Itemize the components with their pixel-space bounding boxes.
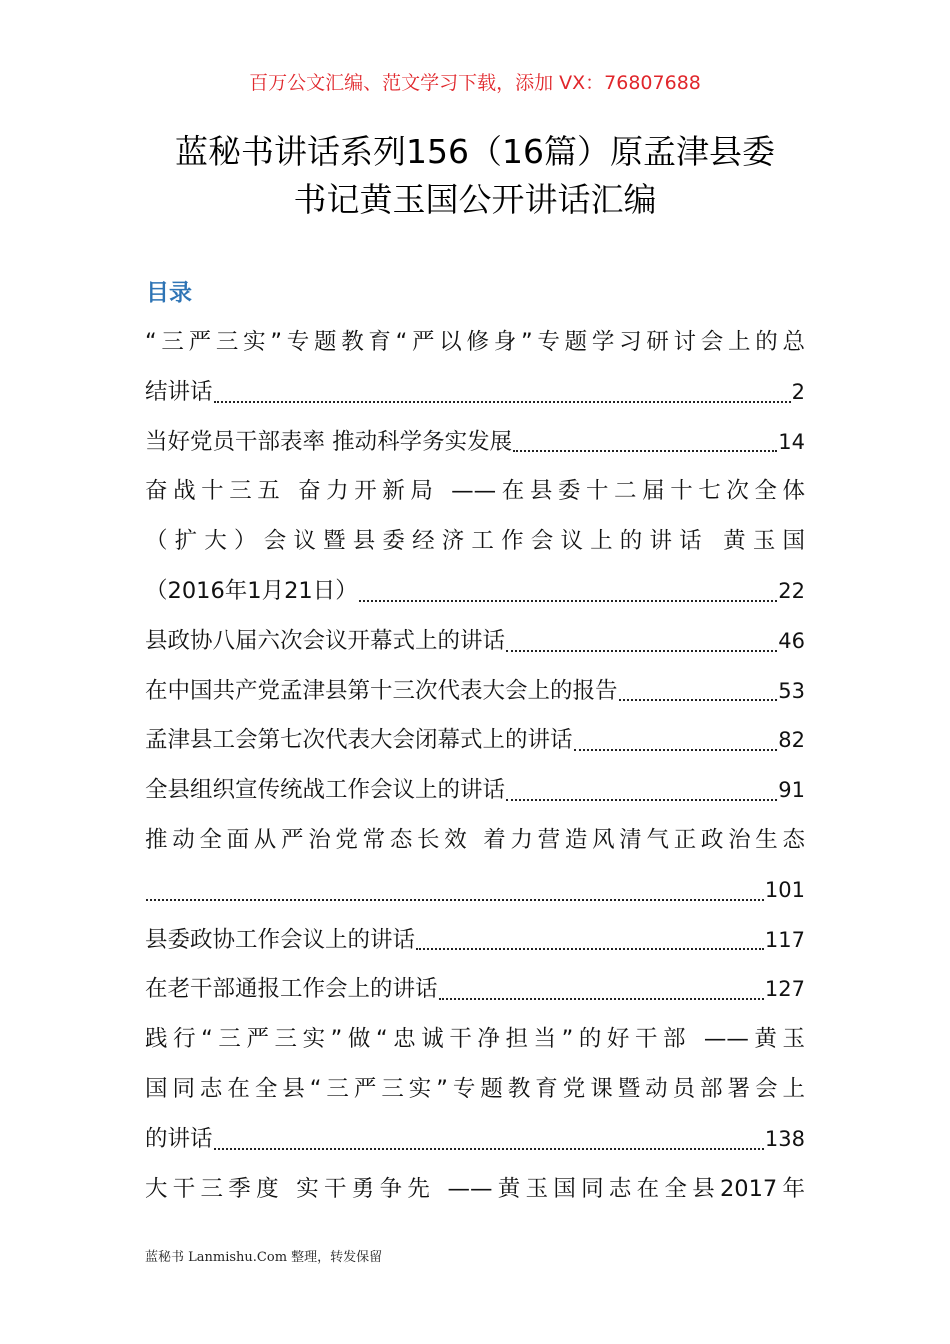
dot-leader [214,1115,764,1165]
toc-entry-line [145,418,805,468]
dot-leader [506,766,777,816]
toc-entry-line [145,567,805,617]
toc-entry[interactable] [145,816,805,916]
dot-leader [619,667,778,717]
toc-page-number: 91 [778,778,805,803]
table-of-contents [145,318,805,1214]
toc-entry-line [145,965,805,1015]
toc-entry-text: 孟津县工会第七次代表大会闭幕式上的讲话 [145,727,573,754]
toc-entry-line [145,766,805,816]
toc-entry[interactable] [145,965,805,1015]
toc-page-number: 82 [778,728,805,753]
toc-entry-text: 结讲话 [145,378,213,405]
toc-entry-text: 县政协八届六次会议开幕式上的讲话 [145,627,506,654]
toc-entry-text: 县委政协工作会议上的讲话 [145,926,416,953]
toc-page-number: 53 [778,678,805,703]
toc-entry-line [145,716,805,766]
dot-leader [506,617,777,667]
toc-page-number: 14 [778,429,805,454]
dot-leader [146,866,764,916]
toc-entry[interactable] [145,1165,805,1215]
toc-entry-line [145,617,805,667]
title-line-2: 书记黄玉国公开讲话汇编 [293,180,657,219]
toc-page-number: 22 [778,578,805,603]
toc-entry-line: 大干三季度 实干勇争先 ——黄玉国同志在全县2017年 [145,1175,805,1202]
dot-leader [574,716,778,766]
toc-entry[interactable] [145,1015,805,1164]
toc-entry-text: 全县组织宣传统战工作会议上的讲话 [145,777,506,804]
toc-entry-line: 奋战十三五 奋力开新局 ——在县委十二届十七次全体 [145,478,805,505]
toc-entry-line [145,916,805,966]
toc-entry-text: 在老干部通报工作会上的讲话 [145,976,438,1003]
footer-note: 蓝秘书 Lanmishu.Com 整理，转发保留 [145,1250,383,1265]
toc-page-number: 117 [764,927,805,952]
toc-entry[interactable] [145,667,805,717]
toc-entry[interactable] [145,766,805,816]
toc-page-number: 2 [791,379,805,404]
toc-entry-line [145,667,805,717]
toc-entry-line [145,368,805,418]
toc-page-number: 46 [778,628,805,653]
toc-entry[interactable] [145,318,805,418]
toc-entry-text: 当好党员干部表率 推动科学务实发展 [145,428,513,455]
dot-leader [513,418,777,468]
dot-leader [359,567,778,617]
toc-entry-text: 的讲话 [145,1125,213,1152]
document-title [0,128,950,224]
dot-leader [439,965,764,1015]
toc-entry-line: 践行“三严三实”做“忠诚干净担当”的好干部 ——黄玉 [145,1026,805,1053]
toc-entry[interactable] [145,916,805,966]
toc-entry[interactable] [145,716,805,766]
toc-entry-line [145,1115,805,1165]
dot-leader [214,368,791,418]
toc-page-number: 127 [764,977,805,1002]
toc-heading: 目录 [146,280,192,306]
promo-banner: 百万公文汇编、范文学习下载，添加 VX：76807688 [249,72,701,94]
toc-entry-line: （扩大）会议暨县委经济工作会议上的讲话 黄玉国 [145,528,805,555]
toc-entry-text: （2016年1月21日） [145,577,358,604]
toc-page-number: 138 [764,1126,805,1151]
toc-entry-line [145,866,805,916]
toc-entry[interactable] [145,467,805,616]
toc-entry-text: 在中国共产党孟津县第十三次代表大会上的报告 [145,677,618,704]
toc-page-number: 101 [764,877,805,902]
toc-entry-line: “三严三实”专题教育“严以修身”专题学习研讨会上的总 [145,329,805,355]
toc-entry[interactable] [145,418,805,468]
title-line-1: 蓝秘书讲话系列156（16篇）原孟津县委 [175,132,775,171]
toc-entry[interactable] [145,617,805,667]
toc-entry-line: 推动全面从严治党常态长效 着力营造风清气正政治生态 [145,826,805,853]
dot-leader [416,916,764,966]
toc-entry-line: 国同志在全县“三严三实”专题教育党课暨动员部署会上 [145,1075,805,1102]
